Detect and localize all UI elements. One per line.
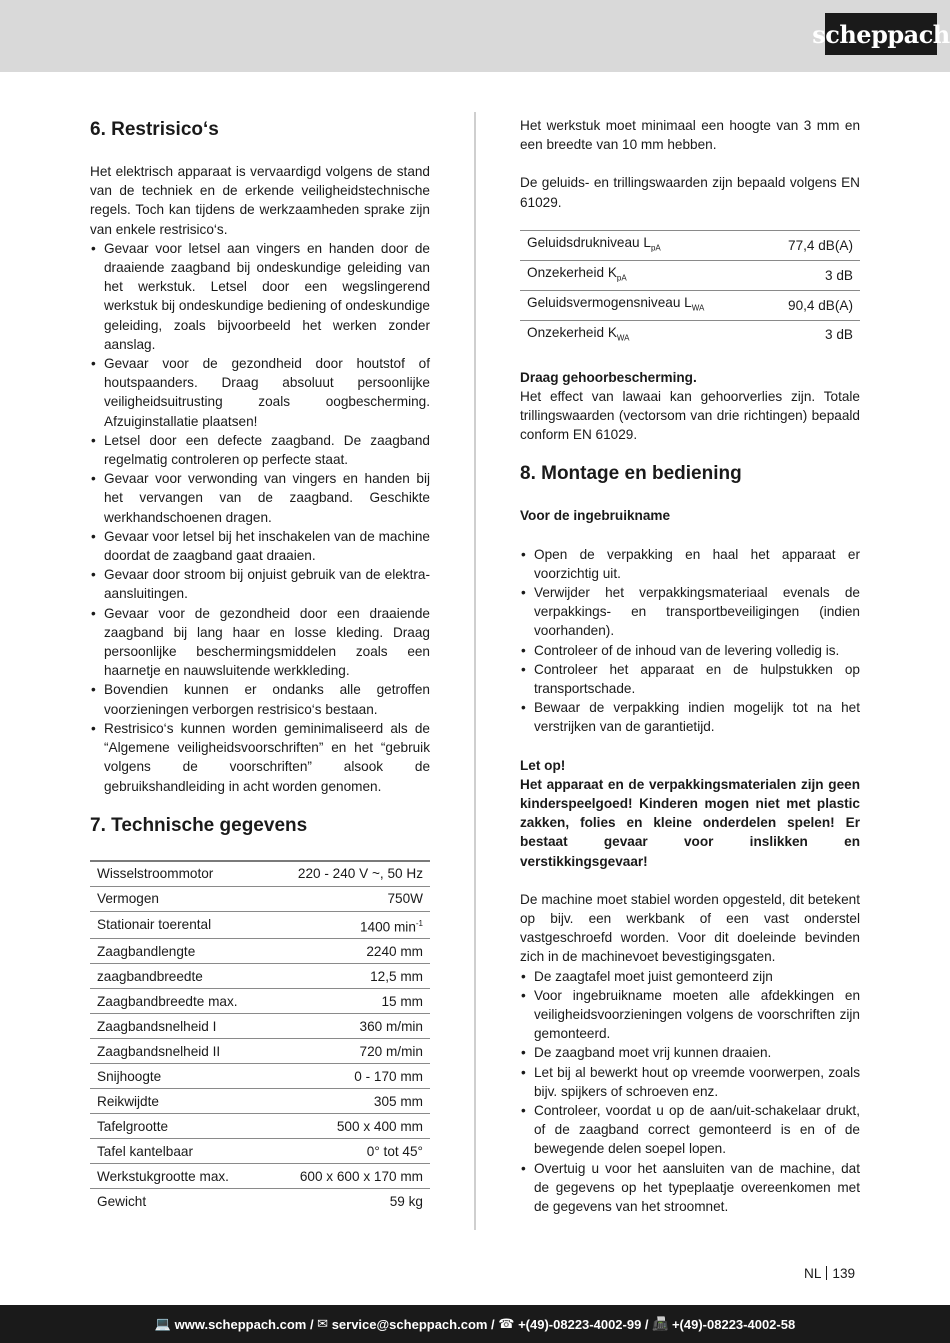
- table-row: [90, 1114, 430, 1139]
- table-row: [90, 939, 430, 964]
- spec-value: 750W: [269, 886, 430, 911]
- list-item: • Gevaar voor letsel bij het inschakelen van de machine doordat de zaagband gaat draaien.: [90, 527, 430, 565]
- list-item: • Let bij al bewerkt hout op vreemde voorwerpen, zoals bijv. spijkers of schroeven enz.: [520, 1063, 860, 1101]
- scheppach-logo: scheppach: [825, 13, 937, 55]
- noise-value: 3 dB: [761, 260, 860, 290]
- spec-value-exponent: -1: [415, 918, 423, 928]
- list-item: • Controleer het apparaat en de hulpstukken op transportschade.: [520, 660, 860, 698]
- page-number-separator: [826, 1266, 827, 1280]
- list-item: • Gevaar voor de gezondheid door houtstof of houtspaanders. Draag absoluut persoonlijke veiligheidsuitrusting zoals oogbescherming. Afzuiginstallatie plaatsen!: [90, 354, 430, 431]
- left-column: [90, 116, 430, 1213]
- spec-value: 720 m/min: [269, 1039, 430, 1064]
- noise-label-sub: pA: [616, 273, 627, 283]
- table-row: [90, 1039, 430, 1064]
- phone-icon: ☎: [494, 1316, 519, 1331]
- spec-value: 305 mm: [269, 1089, 430, 1114]
- table-row: [520, 320, 860, 349]
- hearing-protection-text: Het effect van lawaai kan gehoorverlies zijn. Totale trillingswaarden (vectorsom van drie richtingen) bepaald conform EN 61029.: [520, 388, 860, 443]
- warning-text: Het apparaat en de verpakkingsmaterialen zijn geen kinderspeelgoed! Kinderen mogen niet met plastic zakken, folies en kleine onderdelen spelen! Er bestaat gevaar voor inslikken en verstikkingsgevaar!: [520, 776, 860, 869]
- spec-table: [90, 860, 430, 1214]
- noise-label-sub: WA: [616, 333, 630, 343]
- table-row: [90, 1014, 430, 1039]
- right-column: [520, 116, 860, 1216]
- spec-label: zaagbandbreedte: [90, 964, 269, 989]
- footer-phone: +(49)-08223-4002-99 /: [518, 1316, 649, 1332]
- mail-icon: ✉: [313, 1316, 332, 1331]
- restrisico-list: [90, 239, 430, 796]
- spec-value: 0° tot 45°: [269, 1139, 430, 1164]
- noise-label-cell: [520, 260, 761, 290]
- spec-value-cell: [269, 911, 430, 939]
- noise-label-sub: WA: [691, 303, 705, 313]
- spec-label: Zaagbandlengte: [90, 939, 269, 964]
- table-row: [90, 1139, 430, 1164]
- noise-table: [520, 230, 860, 350]
- table-row: [90, 989, 430, 1014]
- list-item: • Gevaar voor letsel aan vingers en handen door de draaiende zaagband bij ondeskundige geleiding van het werkstuk. Letsel door een wegslingerend werkstuk bij ondeskundige bediening of ondeskundige geleiding, zoals bijvoorbeeld het werken zonder aanslag.: [90, 239, 430, 354]
- table-row: [90, 1064, 430, 1089]
- warning-title: Let op!: [520, 757, 566, 773]
- table-row: [90, 886, 430, 911]
- spec-value: 1400 min: [359, 919, 416, 935]
- table-row: [90, 964, 430, 989]
- list-item: • De zaagband moet vrij kunnen draaien.: [520, 1043, 860, 1062]
- hearing-protection-heading: Draag gehoorbescherming.: [520, 369, 697, 385]
- spec-label: Zaagbandsnelheid I: [90, 1014, 269, 1039]
- table-row: [90, 911, 430, 939]
- spec-label: Tafelgrootte: [90, 1114, 269, 1139]
- noise-label: Geluidsvermogensniveau L: [527, 294, 692, 310]
- spec-label: Gewicht: [97, 1193, 147, 1209]
- list-item: • Verwijder het verpakkingsmateriaal evenals de verpakkings- en transportbeveiligingen (indien voorhanden).: [520, 583, 860, 641]
- spec-label: Tafel kantelbaar: [90, 1139, 269, 1164]
- noise-label-cell: [520, 230, 761, 260]
- spec-label: Snijhoogte: [90, 1064, 269, 1089]
- table-row: [520, 260, 860, 290]
- list-item: • Letsel door een defecte zaagband. De zaagband regelmatig controleren op perfecte staat.: [90, 431, 430, 469]
- spec-value: 59 kg: [389, 1193, 423, 1209]
- fax-icon: 📠: [648, 1316, 672, 1331]
- spec-value: 220 - 240 V ~, 50 Hz: [269, 861, 430, 887]
- noise-label-sub: pA: [650, 243, 661, 253]
- table-row: [520, 290, 860, 320]
- noise-intro: De geluids- en trillingswaarden zijn bepaald volgens EN 61029.: [520, 175, 860, 210]
- page-language: NL: [804, 1266, 822, 1281]
- workpiece-text: Het werkstuk moet minimaal een hoogte van 3 mm en een breedte van 10 mm hebben.: [520, 118, 860, 153]
- noise-label-cell: [520, 290, 761, 320]
- montage-list: [520, 545, 860, 737]
- spec-value: 500 x 400 mm: [269, 1114, 430, 1139]
- noise-label: Geluidsdrukniveau L: [527, 234, 651, 250]
- montage-list-2: [520, 967, 860, 1217]
- table-row: [520, 230, 860, 260]
- spec-value: 0 - 170 mm: [269, 1064, 430, 1089]
- noise-value: 77,4 dB(A): [761, 230, 860, 260]
- list-item: • Open de verpakking en haal het apparaat er voorzichtig uit.: [520, 545, 860, 583]
- column-divider: [474, 112, 476, 1230]
- list-item: • Gevaar voor verwonding van vingers en handen bij het vervangen van de zaagband. Geschikte werkhandschoenen dragen.: [90, 469, 430, 527]
- footer-fax: +(49)-08223-4002-58: [671, 1316, 796, 1332]
- computer-icon: 💻: [154, 1316, 175, 1331]
- spec-value: 600 x 600 x 170 mm: [269, 1164, 430, 1189]
- section-title-technisch: 7. Technische gegevens: [90, 814, 308, 836]
- spec-label: Werkstukgrootte max.: [90, 1164, 269, 1189]
- noise-label-cell: [520, 320, 761, 349]
- spec-value: 360 m/min: [269, 1014, 430, 1039]
- list-item: • Controleer, voordat u op de aan/uit-schakelaar drukt, of de zaagband correct gemonteerd is en of de bewegende delen soepel lopen.: [520, 1101, 860, 1159]
- montage-subtitle: Voor de ingebruikname: [520, 508, 671, 524]
- spec-label: Reikwijdte: [90, 1089, 269, 1114]
- list-item: • De zaagtafel moet juist gemonteerd zijn: [520, 967, 860, 986]
- spec-value: 2240 mm: [269, 939, 430, 964]
- spec-label: Zaagbandbreedte max.: [90, 989, 269, 1014]
- header-bar: [0, 0, 950, 72]
- footer-web: www.scheppach.com /: [174, 1316, 314, 1332]
- noise-value: 3 dB: [825, 327, 853, 343]
- noise-label: Onzekerheid K: [527, 324, 617, 340]
- spec-label: Stationair toerental: [90, 911, 269, 939]
- list-item: • Gevaar door stroom bij onjuist gebruik van de elektra-aansluitingen.: [90, 565, 430, 603]
- restrisico-intro: Het elektrisch apparaat is vervaardigd volgens de stand van de techniek en de erkende veiligheidstechnische regels. Toch kan tijdens de werkzaamheden sprake zijn van enkele restrisico‘s.: [90, 164, 430, 237]
- table-row: [90, 1164, 430, 1189]
- section-title-montage: 8. Montage en bediening: [520, 463, 742, 485]
- spec-value: 15 mm: [269, 989, 430, 1014]
- table-row: [90, 861, 430, 887]
- list-item: • Bovendien kunnen er ondanks alle getroffen voorzieningen verborgen restrisico‘s bestaan.: [90, 680, 430, 718]
- section-title-restrisico: 6. Restrisico‘s: [90, 119, 219, 140]
- page-number: [804, 1266, 855, 1281]
- list-item: • Voor ingebruikname moeten alle afdekkingen en veiligheidsvoorzieningen volgens de voorschriften zijn gemonteerd.: [520, 986, 860, 1044]
- spec-label: Wisselstroommotor: [90, 861, 269, 887]
- footer-bar: [0, 1305, 950, 1343]
- list-item: • Gevaar voor de gezondheid door een draaiende zaagband bij lang haar en losse kleding. Draag persoonlijke beschermingsmiddelen zoals een haarnetje en nauwsluitende werkkleding.: [90, 604, 430, 681]
- list-item: • Overtuig u voor het aansluiten van de machine, dat de gegevens op het typeplaatje overeenkomen met de gegevens van het stroomnet.: [520, 1159, 860, 1217]
- spec-label: Zaagbandsnelheid II: [90, 1039, 269, 1064]
- table-row: [90, 1189, 430, 1214]
- spec-label: Vermogen: [90, 886, 269, 911]
- noise-label: Onzekerheid K: [527, 264, 617, 280]
- noise-value: 90,4 dB(A): [761, 290, 860, 320]
- table-row: [90, 1089, 430, 1114]
- list-item: • Bewaar de verpakking indien mogelijk tot na het verstrijken van de garantietijd.: [520, 698, 860, 736]
- spec-value: 12,5 mm: [269, 964, 430, 989]
- list-item: • Controleer of de inhoud van de levering volledig is.: [520, 641, 860, 660]
- list-item: • Restrisico‘s kunnen worden geminimaliseerd als de “Algemene veiligheidsvoorschriften” en het “gebruik volgens de voorschriften” alsook de gebruikshandleiding in acht worden genomen.: [90, 719, 430, 796]
- footer-mail: service@scheppach.com /: [331, 1316, 495, 1332]
- machine-text: De machine moet stabiel worden opgesteld, dit betekent op bijv. een werkbank of een vast onderstel vastgeschroefd worden. Voor dit doeleinde bevinden zich in de machinevoet bevestigingsgaten.: [520, 891, 860, 965]
- page-number-value: 139: [832, 1266, 856, 1281]
